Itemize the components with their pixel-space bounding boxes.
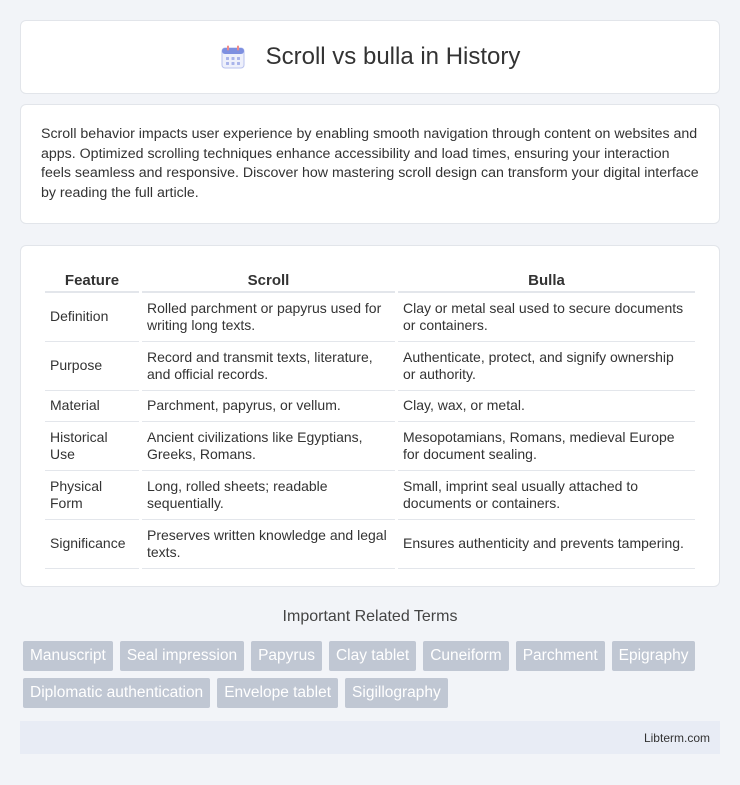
intro-card [20, 104, 720, 224]
row-scroll: Long, rolled sheets; readable sequentially. [142, 471, 395, 520]
tag-papyrus[interactable]: Papyrus [251, 641, 322, 671]
header-card [20, 20, 720, 94]
row-bulla: Small, imprint seal usually attached to documents or containers. [398, 471, 695, 520]
tag-parchment[interactable]: Parchment [516, 641, 605, 671]
tag-manuscript[interactable]: Manuscript [23, 641, 113, 671]
row-bulla: Clay, wax, or metal. [398, 391, 695, 422]
table-row [45, 342, 695, 391]
header-scroll: Scroll [142, 266, 395, 293]
page-title: Scroll vs bulla in History [265, 43, 521, 70]
footer [20, 721, 720, 754]
row-feature: Definition [45, 293, 139, 342]
tag-cuneiform[interactable]: Cuneiform [423, 641, 509, 671]
calendar-icon [220, 44, 246, 70]
footer-site-link[interactable]: Libterm.com [643, 730, 710, 745]
row-feature: Historical Use [45, 422, 139, 471]
row-scroll: Rolled parchment or papyrus used for writing long texts. [142, 293, 395, 342]
tag-clay-tablet[interactable]: Clay tablet [329, 641, 416, 671]
tag-diplomatic-authentication[interactable]: Diplomatic authentication [23, 678, 210, 708]
tag-envelope-tablet[interactable]: Envelope tablet [217, 678, 338, 708]
row-feature: Significance [45, 520, 139, 569]
intro-text: Scroll behavior impacts user experience by enabling smooth navigation through content on websites and apps. Optimized scrolling techniques enhance accessibility and load times, ensuring your interaction feels seamless and responsive. Discover how mastering scroll design can transform your digital interface by reading the full article. [41, 126, 699, 201]
row-scroll: Parchment, papyrus, or vellum. [142, 391, 395, 422]
table-header-row [45, 266, 695, 293]
comparison-card [20, 245, 720, 587]
row-scroll: Record and transmit texts, literature, and official records. [142, 342, 395, 391]
row-bulla: Clay or metal seal used to secure documents or containers. [398, 293, 695, 342]
related-terms-tags [23, 641, 723, 708]
tag-epigraphy[interactable]: Epigraphy [612, 641, 696, 671]
header-bulla: Bulla [398, 266, 695, 293]
row-feature: Material [45, 391, 139, 422]
table-row [45, 293, 695, 342]
header-feature: Feature [45, 266, 139, 293]
row-scroll: Preserves written knowledge and legal texts. [142, 520, 395, 569]
row-feature: Physical Form [45, 471, 139, 520]
row-bulla: Ensures authenticity and prevents tampering. [398, 520, 695, 569]
tag-sigillography[interactable]: Sigillography [345, 678, 448, 708]
row-scroll: Ancient civilizations like Egyptians, Greeks, Romans. [142, 422, 395, 471]
table-row [45, 422, 695, 471]
tag-seal-impression[interactable]: Seal impression [120, 641, 244, 671]
table-row [45, 391, 695, 422]
related-terms-title: Important Related Terms [282, 608, 458, 625]
row-bulla: Mesopotamians, Romans, medieval Europe for document sealing. [398, 422, 695, 471]
row-bulla: Authenticate, protect, and signify ownership or authority. [398, 342, 695, 391]
comparison-table [42, 266, 698, 569]
row-feature: Purpose [45, 342, 139, 391]
header [220, 43, 521, 71]
table-row [45, 471, 695, 520]
table-row [45, 520, 695, 569]
